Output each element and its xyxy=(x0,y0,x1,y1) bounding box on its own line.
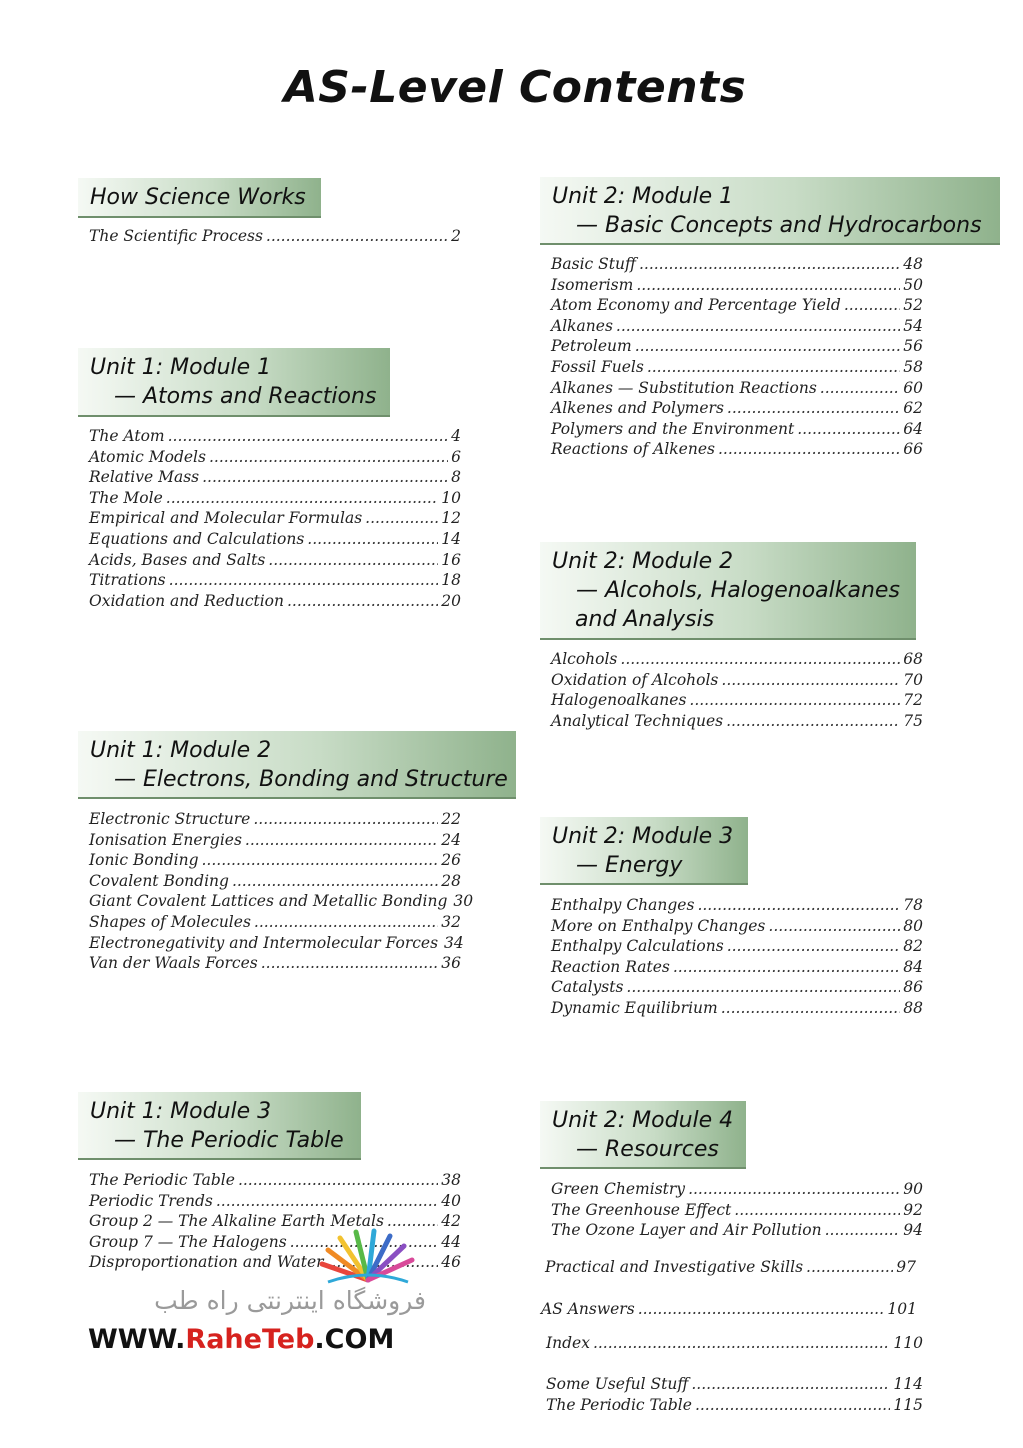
dot-leader xyxy=(718,440,900,458)
toc-entry-page: 52 xyxy=(903,296,923,315)
section-header-line: — The Periodic Table xyxy=(114,1128,344,1153)
toc-entry[interactable] xyxy=(551,399,923,420)
toc-entry-page: 80 xyxy=(903,916,923,935)
dot-leader xyxy=(689,691,900,709)
toc-entry-title: Atomic Models xyxy=(89,447,206,466)
section-header-line: — Atoms and Reactions xyxy=(114,384,377,409)
section-header-line: — Alcohols, Halogenoalkanes xyxy=(576,578,900,603)
toc-entry-page: 40 xyxy=(441,1191,461,1210)
toc-entry[interactable] xyxy=(89,933,464,955)
toc-entry-title: Electronegativity and Intermolecular Forces xyxy=(89,933,439,952)
dot-leader xyxy=(253,810,438,828)
dot-leader xyxy=(216,1192,438,1210)
toc-entry-page: 92 xyxy=(903,1200,923,1219)
toc-entry-title: Catalysts xyxy=(551,978,624,997)
toc-extra-answers xyxy=(541,1300,917,1321)
toc-entry-title: Oxidation and Reduction xyxy=(89,591,284,610)
dot-leader xyxy=(209,448,448,466)
toc-entry-page: 34 xyxy=(444,933,464,952)
toc-entry-title: Alcohols xyxy=(551,650,618,668)
toc-entry-title: Van der Waals Forces xyxy=(89,954,258,973)
watermark xyxy=(86,1222,436,1372)
toc-entry[interactable] xyxy=(551,937,923,958)
section-header-line: Unit 1: Module 3 xyxy=(90,1099,272,1124)
dot-leader xyxy=(727,937,901,955)
section-header-line: Unit 2: Module 2 xyxy=(552,549,734,574)
toc-entry[interactable] xyxy=(89,448,461,469)
toc-entry-page: 110 xyxy=(893,1334,923,1352)
toc-entry-title: Practical and Investigative Skills xyxy=(545,1258,804,1276)
toc-entry[interactable] xyxy=(89,954,461,975)
section-header-unit1-module3 xyxy=(78,1092,361,1160)
toc-entry-title: Halogenoalkanes xyxy=(551,691,687,710)
toc-entry-page: 78 xyxy=(903,896,923,914)
toc-entry-page: 75 xyxy=(903,711,923,730)
section-header-line: — Energy xyxy=(576,853,683,878)
toc-list-how-science-works xyxy=(89,227,461,248)
dot-leader xyxy=(169,571,439,589)
toc-entry-title: Equations and Calculations xyxy=(89,529,305,548)
toc-entry[interactable] xyxy=(551,999,923,1020)
toc-entry-title: The Scientific Process xyxy=(89,227,263,245)
toc-entry-page: 66 xyxy=(903,440,923,459)
section-header-unit2-module3 xyxy=(540,817,748,885)
section-header-line: — Resources xyxy=(576,1137,719,1162)
watermark-url-prefix: WWW. xyxy=(88,1324,186,1355)
dot-leader xyxy=(307,530,438,548)
toc-entry[interactable] xyxy=(89,892,474,913)
toc-entry-title: AS Answers xyxy=(541,1300,635,1318)
section-header-line: Unit 2: Module 4 xyxy=(552,1108,734,1133)
dot-leader xyxy=(638,1300,885,1318)
section-header-how-science-works xyxy=(78,178,321,218)
toc-entry-title: Reactions of Alkenes xyxy=(551,440,715,459)
section-header-line: and Analysis xyxy=(575,607,715,632)
toc-entry-title: Index xyxy=(546,1334,590,1352)
dot-leader xyxy=(616,317,900,335)
toc-entry-title: The Greenhouse Effect xyxy=(551,1200,732,1219)
section-header-line: — Electrons, Bonding and Structure xyxy=(114,767,508,792)
toc-entry-page: 62 xyxy=(903,399,923,418)
dot-leader xyxy=(726,712,900,730)
toc-entry-title: Enthalpy Calculations xyxy=(551,937,724,956)
dot-leader xyxy=(697,896,900,914)
toc-entry-title: Disproportionation and Water xyxy=(89,1253,324,1272)
toc-entry[interactable] xyxy=(551,420,923,441)
dot-leader xyxy=(202,468,448,486)
toc-entry[interactable] xyxy=(551,255,923,276)
toc-entry-page: 86 xyxy=(903,978,923,997)
toc-entry-title: Titrations xyxy=(89,571,166,590)
toc-entry-title: Giant Covalent Lattices and Metallic Bonding xyxy=(89,892,448,911)
dot-leader xyxy=(635,337,901,355)
toc-entry[interactable] xyxy=(551,317,923,338)
dot-leader xyxy=(261,954,439,972)
toc-entry-title: Fossil Fuels xyxy=(551,357,644,376)
section-header-unit1-module2 xyxy=(78,731,516,799)
dot-leader xyxy=(768,917,900,935)
dot-leader xyxy=(844,296,900,314)
dot-leader xyxy=(202,851,439,869)
toc-entry[interactable] xyxy=(551,650,923,671)
toc-entry-title: Shapes of Molecules xyxy=(89,912,251,931)
toc-entry[interactable] xyxy=(551,917,923,938)
toc-entry[interactable] xyxy=(551,296,923,317)
toc-entry[interactable] xyxy=(551,358,923,379)
toc-entry-page: 4 xyxy=(451,427,461,445)
dot-leader xyxy=(238,1171,438,1189)
toc-entry-title: Basic Stuff xyxy=(551,255,636,273)
toc-entry-page: 70 xyxy=(903,670,923,689)
toc-extra-index xyxy=(546,1334,923,1355)
section-header-unit2-module4 xyxy=(540,1101,746,1169)
section-header-line: Unit 2: Module 1 xyxy=(552,184,734,209)
watermark-url[interactable] xyxy=(88,1324,394,1355)
toc-entry-title: Acids, Bases and Salts xyxy=(89,550,266,569)
toc-entry-page: 48 xyxy=(903,255,923,273)
toc-entry-page: 90 xyxy=(903,1180,923,1198)
toc-entry-page: 60 xyxy=(903,378,923,397)
toc-entry-page: 42 xyxy=(441,1212,461,1231)
dot-leader xyxy=(620,650,900,668)
toc-list-unit2-module2 xyxy=(551,650,923,732)
toc-entry[interactable] xyxy=(551,1201,923,1222)
toc-entry[interactable] xyxy=(551,1180,923,1201)
toc-entry-page: 97 xyxy=(896,1258,916,1276)
dot-leader xyxy=(266,227,448,245)
toc-entry-page: 32 xyxy=(441,912,461,931)
toc-entry-title: Covalent Bonding xyxy=(89,871,229,890)
toc-entry-title: Alkenes and Polymers xyxy=(551,399,724,418)
dot-leader xyxy=(806,1258,893,1276)
toc-entry[interactable] xyxy=(89,913,461,934)
toc-entry[interactable] xyxy=(551,978,923,999)
toc-entry-title: Ionisation Energies xyxy=(89,830,242,849)
toc-entry[interactable] xyxy=(551,337,923,358)
toc-entry-page: 64 xyxy=(903,419,923,438)
toc-entry-title: Group 7 — The Halogens xyxy=(89,1232,287,1251)
toc-extra-useful xyxy=(546,1375,923,1416)
section-header-unit2-module1 xyxy=(540,177,1000,245)
dot-leader xyxy=(825,1221,901,1239)
toc-entry[interactable] xyxy=(546,1375,923,1396)
toc-entry-page: 2 xyxy=(451,227,461,245)
dot-leader xyxy=(797,420,900,438)
toc-entry-page: 88 xyxy=(903,998,923,1017)
toc-entry-page: 56 xyxy=(903,337,923,356)
toc-entry-page: 28 xyxy=(441,871,461,890)
toc-entry-title: Ionic Bonding xyxy=(89,851,199,870)
toc-entry[interactable] xyxy=(89,872,461,893)
dot-leader xyxy=(232,872,438,890)
section-header-unit1-module1 xyxy=(78,348,390,417)
dot-leader xyxy=(365,509,438,527)
dot-leader xyxy=(639,255,900,273)
toc-entry-page: 24 xyxy=(441,830,461,849)
section-header-line: How Science Works xyxy=(90,185,306,210)
toc-entry[interactable] xyxy=(551,691,923,712)
toc-entry-page: 114 xyxy=(893,1375,923,1393)
toc-entry[interactable] xyxy=(551,379,923,400)
toc-entry-title: Petroleum xyxy=(551,337,632,356)
dot-leader xyxy=(688,1180,900,1198)
toc-entry-page: 36 xyxy=(441,954,461,973)
dot-leader xyxy=(168,427,449,445)
toc-entry[interactable] xyxy=(89,530,461,551)
toc-entry-title: Enthalpy Changes xyxy=(551,896,695,914)
toc-entry-title: Group 2 — The Alkaline Earth Metals xyxy=(89,1212,384,1231)
toc-entry-title: The Periodic Table xyxy=(546,1395,692,1414)
dot-leader xyxy=(245,831,438,849)
toc-entry-page: 68 xyxy=(903,650,923,668)
toc-entry-page: 44 xyxy=(441,1232,461,1251)
dot-leader xyxy=(636,276,900,294)
section-header-unit2-module2 xyxy=(540,542,916,640)
toc-entry-page: 72 xyxy=(903,691,923,710)
section-header-line: Unit 1: Module 1 xyxy=(90,355,272,380)
dot-leader xyxy=(626,978,900,996)
dot-leader xyxy=(268,551,438,569)
toc-entry[interactable] xyxy=(546,1396,923,1417)
dot-leader xyxy=(734,1201,900,1219)
toc-entry-page: 22 xyxy=(441,810,461,828)
toc-entry-page: 26 xyxy=(441,851,461,870)
page-title: AS-Level Contents xyxy=(283,62,747,113)
toc-entry[interactable] xyxy=(551,958,923,979)
toc-entry-page: 18 xyxy=(441,571,461,590)
book-logo-icon xyxy=(308,1228,428,1288)
toc-entry-page: 84 xyxy=(903,957,923,976)
toc-entry-page: 14 xyxy=(441,529,461,548)
toc-entry-title: Alkanes — Substitution Reactions xyxy=(551,378,817,397)
watermark-persian-text: فروشگاه اینترنتی راه طب xyxy=(154,1286,426,1315)
toc-entry-title: The Periodic Table xyxy=(89,1171,235,1189)
toc-entry[interactable] xyxy=(89,427,461,448)
toc-entry[interactable] xyxy=(89,571,461,592)
toc-entry[interactable] xyxy=(89,831,461,852)
toc-list-unit2-module1 xyxy=(551,255,923,461)
toc-entry[interactable] xyxy=(89,468,461,489)
toc-entry[interactable] xyxy=(89,1171,461,1192)
dot-leader xyxy=(647,358,900,376)
toc-entry-title: Polymers and the Environment xyxy=(551,419,795,438)
toc-entry-title: The Ozone Layer and Air Pollution xyxy=(551,1221,822,1240)
dot-leader xyxy=(691,1375,890,1393)
toc-entry-title: The Mole xyxy=(89,488,163,507)
toc-entry[interactable] xyxy=(551,896,923,917)
toc-entry-title: Isomerism xyxy=(551,275,634,294)
toc-entry-page: 82 xyxy=(903,937,923,956)
dot-leader xyxy=(254,913,438,931)
toc-entry[interactable] xyxy=(89,851,461,872)
toc-list-unit1-module1 xyxy=(89,427,461,612)
toc-list-unit2-module4 xyxy=(551,1180,923,1242)
toc-entry[interactable] xyxy=(89,1192,461,1213)
toc-entry[interactable] xyxy=(89,551,461,572)
toc-entry-page: 6 xyxy=(451,447,461,466)
dot-leader xyxy=(721,671,900,689)
watermark-url-brand: RaheTeb xyxy=(185,1324,315,1355)
dot-leader xyxy=(287,592,438,610)
toc-entry-title: Electronic Structure xyxy=(89,810,251,828)
toc-entry-title: Empirical and Molecular Formulas xyxy=(89,509,363,528)
toc-entry[interactable] xyxy=(551,440,923,461)
toc-entry[interactable] xyxy=(541,1300,917,1321)
dot-leader xyxy=(727,399,900,417)
toc-list-unit2-module3 xyxy=(551,896,923,1020)
toc-entry-page: 50 xyxy=(903,275,923,294)
toc-entry-title: Relative Mass xyxy=(89,468,200,487)
toc-entry-title: Analytical Techniques xyxy=(551,711,724,730)
watermark-url-suffix: .COM xyxy=(314,1324,395,1355)
toc-entry[interactable] xyxy=(551,276,923,297)
toc-entry-page: 16 xyxy=(441,550,461,569)
toc-entry-page: 38 xyxy=(441,1171,461,1189)
section-header-line: Unit 2: Module 3 xyxy=(552,824,734,849)
toc-entry[interactable] xyxy=(551,712,923,733)
toc-entry[interactable] xyxy=(551,1221,923,1242)
toc-entry-title: Alkanes xyxy=(551,316,613,335)
toc-list-unit1-module2 xyxy=(89,810,474,975)
toc-entry[interactable] xyxy=(89,509,461,530)
toc-entry-page: 46 xyxy=(441,1253,461,1272)
toc-entry-title: Some Useful Stuff xyxy=(546,1375,689,1393)
toc-entry-page: 20 xyxy=(441,591,461,610)
dot-leader xyxy=(820,379,900,397)
toc-entry-title: Reaction Rates xyxy=(551,957,670,976)
dot-leader xyxy=(166,489,439,507)
toc-entry-page: 58 xyxy=(903,357,923,376)
toc-entry-title: Oxidation of Alcohols xyxy=(551,670,719,689)
toc-entry-title: Green Chemistry xyxy=(551,1180,686,1198)
toc-entry-title: More on Enthalpy Changes xyxy=(551,916,766,935)
toc-entry[interactable] xyxy=(546,1334,923,1355)
toc-entry[interactable] xyxy=(89,810,461,831)
toc-entry-title: Periodic Trends xyxy=(89,1191,213,1210)
dot-leader xyxy=(695,1396,890,1414)
toc-entry-page: 12 xyxy=(441,509,461,528)
toc-entry-title: Atom Economy and Percentage Yield xyxy=(551,296,841,315)
toc-entry-page: 101 xyxy=(887,1300,917,1318)
toc-entry-title: The Atom xyxy=(89,427,165,445)
toc-entry[interactable] xyxy=(89,227,461,248)
section-header-line: Unit 1: Module 2 xyxy=(90,738,272,763)
toc-entry[interactable] xyxy=(89,489,461,510)
dot-leader xyxy=(721,999,901,1017)
dot-leader xyxy=(673,958,900,976)
section-header-line: — Basic Concepts and Hydrocarbons xyxy=(576,213,982,238)
toc-entry-page: 115 xyxy=(893,1395,923,1414)
toc-entry[interactable] xyxy=(89,592,461,613)
dot-leader xyxy=(593,1334,890,1352)
toc-entry-page: 10 xyxy=(441,488,461,507)
toc-entry-page: 8 xyxy=(451,468,461,487)
toc-entry-page: 54 xyxy=(903,316,923,335)
toc-entry-page: 94 xyxy=(903,1221,923,1240)
toc-entry[interactable] xyxy=(545,1258,916,1279)
toc-entry[interactable] xyxy=(551,671,923,692)
toc-entry-page: 30 xyxy=(453,892,474,911)
toc-extra-practical xyxy=(545,1258,916,1279)
toc-entry-title: Dynamic Equilibrium xyxy=(551,998,718,1017)
